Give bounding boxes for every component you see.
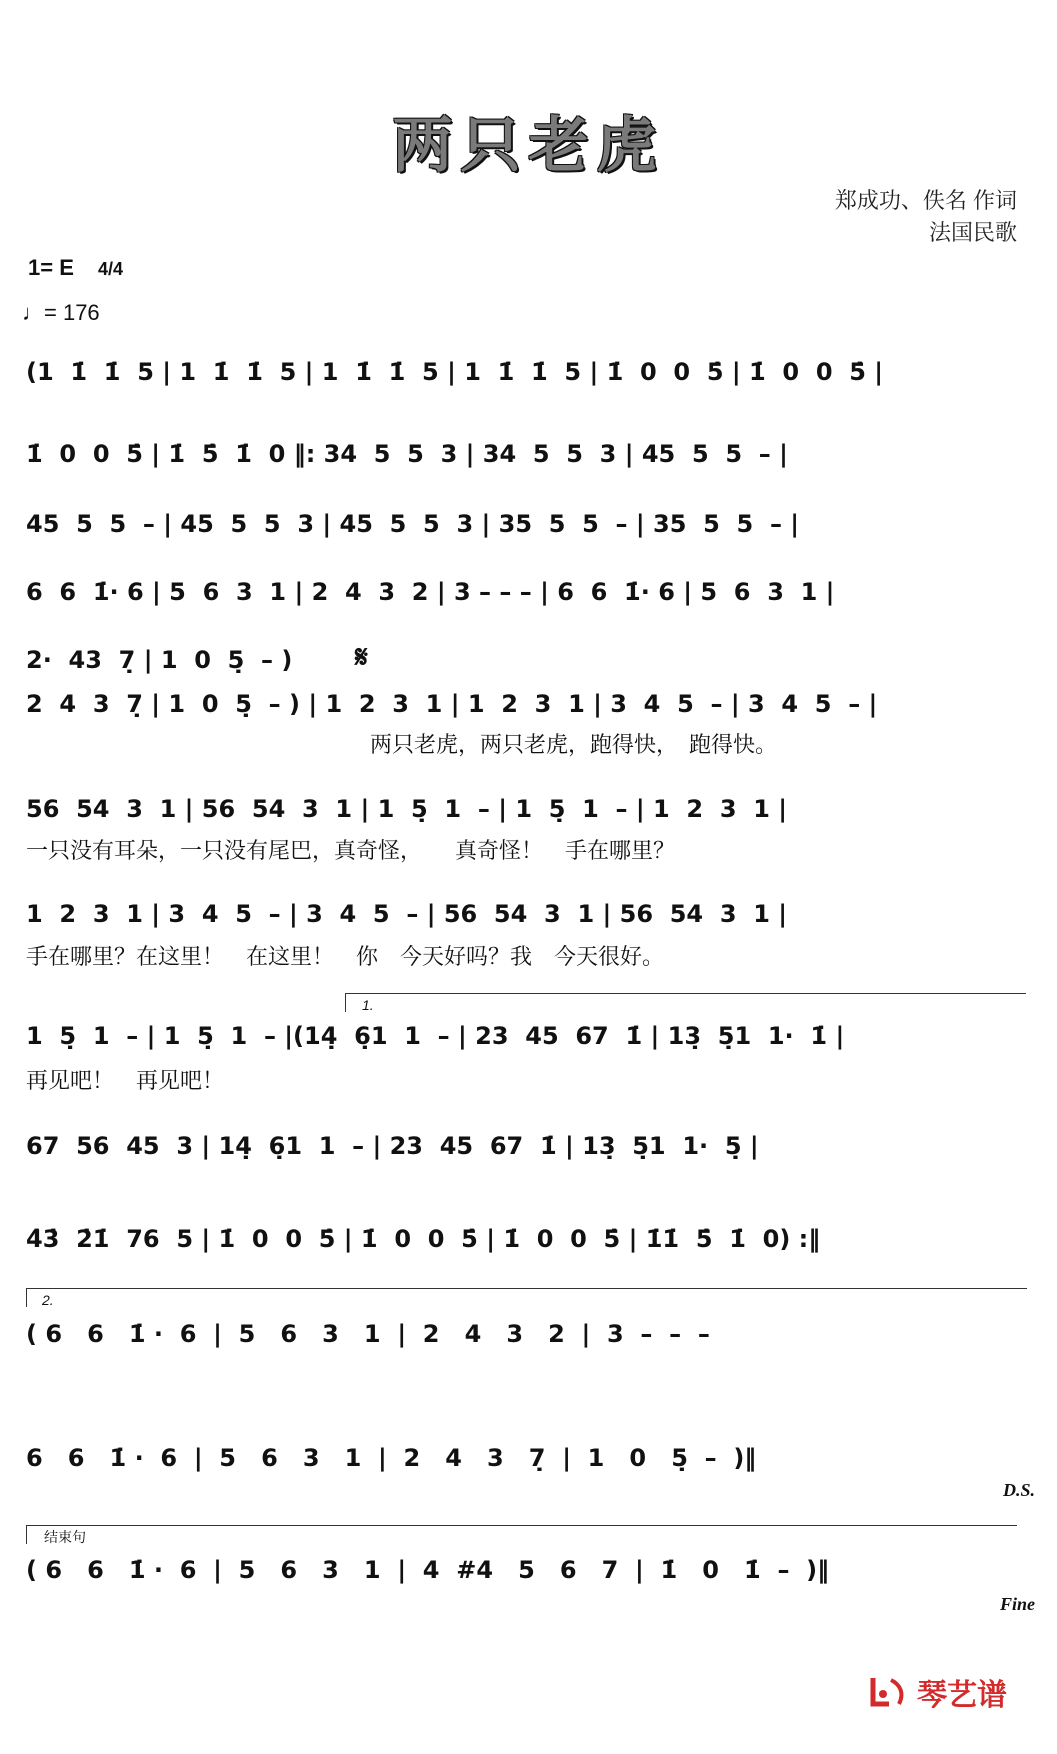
score-line-5: 2· 43 7̣ | 1 0 5̣ – ) bbox=[26, 646, 293, 674]
fine-marking: Fine bbox=[999, 1594, 1035, 1614]
score-line-14: ( 6 6 1̇ · 6 | 5 6 3 1 | 4 #4 5 6 7 | 1̇ 0 1̇ – )‖ bbox=[26, 1556, 830, 1584]
score-line-8: 1 2 3 1 | 3 4 5 – | 3 4 5 – | 56 54 3 1 | 56 54 3 1 | bbox=[26, 900, 788, 928]
site-logo bbox=[869, 1670, 1007, 1714]
tempo-marking bbox=[22, 300, 100, 326]
lyric-line-2: 一只没有耳朵，一只没有尾巴，真奇怪， 真奇怪！ 手在哪里？ bbox=[26, 839, 676, 864]
song-title: 两只老虎 bbox=[392, 111, 665, 181]
volta-2-bracket bbox=[26, 1288, 1027, 1307]
ds-marking: D.S. bbox=[1002, 1480, 1035, 1500]
lyric-line-1: 两只老虎，两只老虎，跑得快， 跑得快。 bbox=[370, 733, 778, 758]
lyricist-credit: 郑成功、佚名 作词 bbox=[834, 188, 1017, 213]
score-line-3: 45 5 5 – | 45 5 5 3 | 45 5 5 3 | 35 5 5 – | 35 5 5 – | bbox=[26, 510, 800, 538]
score-line-2: 1̇ 0 0 5̇ | 1̇ 5̇ 1̇ 0 ‖: 34 5 5 3 | 34 5 5 3 | 45 5 5 – | bbox=[26, 440, 788, 468]
volta-1-bracket bbox=[345, 993, 1026, 1012]
ending-label: 结束句 bbox=[44, 1529, 86, 1545]
volta-1-label: 1. bbox=[362, 997, 374, 1013]
time-signature: 4/4 bbox=[98, 259, 124, 280]
key-signature-text: 1= E bbox=[28, 255, 74, 280]
score-line-9: 1 5̣ 1 – | 1 5̣ 1 – |(14̣ 6̣1 1 – | 23 45 67 1̇ | 13̣ 5̣1 1· 1̇ | bbox=[26, 1022, 845, 1050]
ending-bracket bbox=[26, 1525, 1017, 1544]
lyric-line-3: 手在哪里？在这里！ 在这里！ 你 今天好吗？我 今天很好。 bbox=[26, 945, 665, 970]
score-line-11: 4̇3̇ 2̇1̇ 76 5 | 1̇ 0 0 5̇ | 1̇ 0 0 5̇ | 1̇ 0 0 5̇ | 1̇1̇ 5̇ 1̇ 0) :‖ bbox=[26, 1225, 821, 1253]
tempo-value: = 176 bbox=[44, 300, 100, 325]
volta-2-label: 2. bbox=[42, 1292, 54, 1308]
logo-text: 琴艺谱 bbox=[917, 1678, 1007, 1713]
score-line-1: (1 1̇ 1̇ 5 | 1 1̇ 1̇ 5 | 1 1̇ 1̇ 5 | 1 1̇ 1̇ 5 | 1̇ 0 0 5̇ | 1̇ 0 0 5̇ | bbox=[26, 358, 884, 386]
segno-icon: 𝄋 bbox=[355, 640, 368, 675]
score-line-4: 6 6 1̇· 6 | 5 6 3 1 | 2 4 3 2 | 3 – – – | 6 6 1̇· 6 | 5 6 3 1 | bbox=[26, 578, 835, 606]
quarter-note-icon: ♩ bbox=[22, 300, 44, 325]
score-line-13: 6 6 1̇ · 6 | 5 6 3 1 | 2 4 3 7̣ | 1 0 5̣ – )‖ bbox=[26, 1444, 757, 1472]
score-line-7: 56 54 3 1 | 56 54 3 1 | 1 5̣ 1 – | 1 5̣ 1 – | 1 2 3 1 | bbox=[26, 795, 788, 823]
lyric-line-4: 再见吧！ 再见吧！ bbox=[26, 1069, 225, 1094]
score-line-12: ( 6 6 1̇ · 6 | 5 6 3 1 | 2 4 3 2 | 3 – – – bbox=[26, 1320, 710, 1348]
score-line-10: 67 56 45 3 | 14̣ 6̣1 1 – | 23 45 67 1̇ | 13̣ 5̣1 1· 5̣ | bbox=[26, 1132, 759, 1160]
music-note-icon bbox=[869, 1674, 911, 1710]
key-signature bbox=[28, 255, 123, 281]
score-line-6: 2 4 3 7̣ | 1 0 5̣ – ) | 1 2 3 1 | 1 2 3 1 | 3 4 5 – | 3 4 5 – | bbox=[26, 690, 878, 718]
composer-credit: 法国民歌 bbox=[928, 220, 1017, 245]
